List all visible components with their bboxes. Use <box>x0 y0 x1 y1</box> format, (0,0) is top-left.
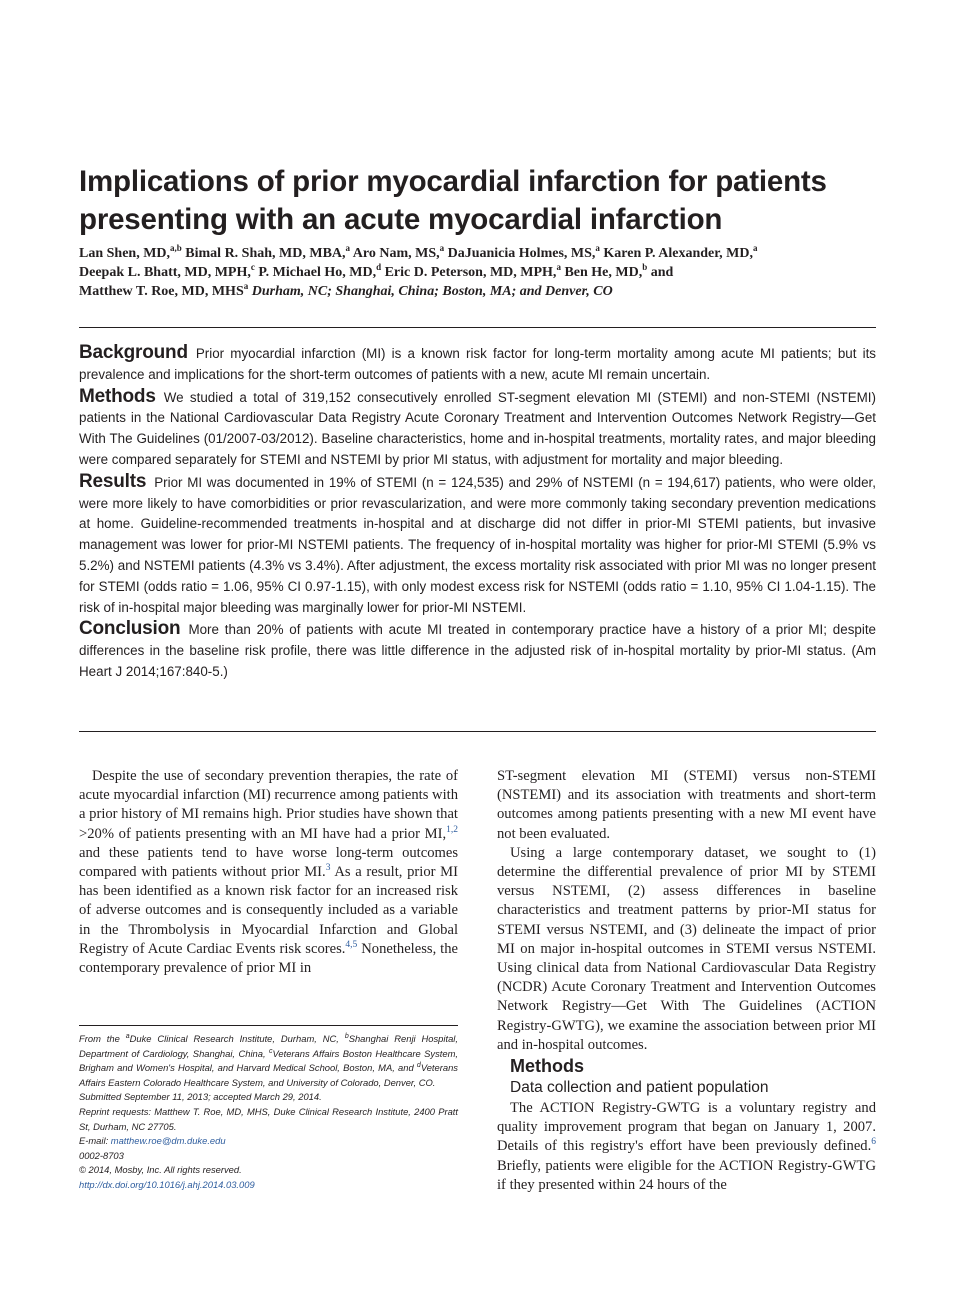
citation-link[interactable]: 4,5 <box>345 939 358 950</box>
text-run: Veterans Affairs Boston Healthcare System, Brigham and Women's Hospital, and Harvard Medical School, Boston, MA, and <box>79 1047 458 1074</box>
citation-link[interactable]: 1,2 <box>446 824 458 835</box>
affiliation-marker: b <box>344 1033 349 1040</box>
footnotes <box>79 1032 458 1193</box>
subsection-heading: Data collection and patient population <box>510 1079 769 1097</box>
text-run: From the <box>79 1033 126 1044</box>
affiliations-footnote <box>79 1032 458 1090</box>
footnote-rule <box>79 1025 458 1026</box>
body-right-column <box>497 767 876 1195</box>
intro-paragraph <box>79 767 458 978</box>
section-heading-methods: Methods <box>510 1056 584 1077</box>
article-title: Implications of prior myocardial infarction for patients presenting with an acute myocardial infarction <box>79 165 827 236</box>
issn: 0002-8703 <box>79 1149 124 1161</box>
paragraph: ST-segment elevation MI (STEMI) versus non-STEMI (NSTEMI) and its association with treatments and short-term outcomes among patients presenting with a new MI event have not been evaluated. <box>497 768 876 842</box>
results-text: Prior MI was documented in 19% of STEMI (n = 124,535) and 29% of NSTEMI (n = 194,617) patients, who were older, were more likely to have comorbidities or prior revascularization, and were more commonly taking secondary prevention medications at home. Guideline-recommended treatments in-hospital and at discharge did not differ in prior-MI STEMI patients, but invasive management was lower for prior-MI NSTEMI patients. The frequency of in-hospital mortality was higher for prior-MI STEMI (5.9% vs 5.2%) and NSTEMI patients (4.3% vs 3.4%). After adjustment, the excess mortality risk associated with prior MI was no longer present for STEMI (odds ratio = 1.06, 95% CI 0.97-1.15), with only modest excess risk for NSTEMI (odds ratio = 1.10, 95% CI 1.04-1.15). The risk of in-hospital major bleeding was marginally lower for prior-MI NSTEMI. <box>79 474 876 615</box>
author: Lan Shen, MD, <box>79 246 171 261</box>
citation-link[interactable]: 6 <box>871 1137 876 1148</box>
email-label: E-mail: <box>79 1135 111 1147</box>
author: P. Michael Ho, MD, <box>258 265 377 280</box>
submitted-date: Submitted September 11, 2013; accepted March 29, 2014. <box>79 1091 322 1103</box>
text-run: The ACTION Registry-GWTG is a voluntary registry and quality improvement program that began on January 1, 2007. Details of this registry's effort have been previously defined. <box>497 1100 876 1155</box>
author-list <box>79 244 879 301</box>
citation-link[interactable]: 3 <box>325 863 331 874</box>
affiliation-marker: a,b <box>170 243 182 253</box>
abstract-methods <box>79 387 876 471</box>
copyright: © 2014, Mosby, Inc. All rights reserved. <box>79 1164 242 1176</box>
author-line-2 <box>79 263 879 282</box>
text-run: Veterans Affairs Eastern Colorado Healthcare System, and University of Colorado, Denver, CO. <box>79 1062 458 1088</box>
author-locations: Durham, NC; Shanghai, China; Boston, MA; and Denver, CO <box>251 284 613 299</box>
affiliation-marker: c <box>250 262 255 272</box>
author: Ben He, MD, <box>564 265 643 280</box>
affiliation-marker: a <box>243 281 249 291</box>
affiliation-marker: b <box>642 262 648 272</box>
author: DaJuanicia Holmes, MS, <box>447 246 596 261</box>
author: Eric D. Peterson, MD, MPH, <box>384 265 557 280</box>
text-run: Nonetheless, the contemporary prevalence of prior MI in <box>79 940 458 977</box>
background-heading: Background <box>79 342 188 363</box>
affiliation-marker: d <box>376 262 382 272</box>
abstract-conclusion <box>79 619 876 682</box>
abstract-background <box>79 343 876 386</box>
conclusion-text: More than 20% of patients with acute MI treated in contemporary practice have a history of a prior MI; despite differences in the baseline risk profile, there was little difference in the adjusted risk of in-hospital mortality by prior-MI status. (Am Heart J 2014;167:840-5.) <box>79 622 876 679</box>
affiliation-marker: d <box>416 1062 421 1070</box>
text-run: Briefly, patients were eligible for the ACTION Registry-GWTG if they presented within 24 hours of the <box>497 1157 876 1193</box>
affiliation-marker: c <box>269 1047 273 1055</box>
doi-link[interactable]: http://dx.doi.org/10.1016/j.ahj.2014.03.009 <box>79 1178 255 1190</box>
abstract-results <box>79 472 876 619</box>
conclusion-heading: Conclusion <box>79 618 181 640</box>
affiliation-marker: a <box>595 243 600 253</box>
reprint-requests: Reprint requests: Matthew T. Roe, MD, MHS, Duke Clinical Research Institute, 2400 Pratt St, Durham, NC 27705. <box>79 1105 458 1132</box>
author: Karen P. Alexander, MD, <box>603 246 753 261</box>
email-line <box>79 1134 458 1149</box>
text-run: and these patients tend to have worse long-term outcomes compared with patients without prior MI. <box>79 844 458 881</box>
affiliation-marker: a <box>125 1033 130 1040</box>
text-run: As a result, prior MI has been identified as a known risk factor for an increased risk of adverse outcomes and is consequently included as a variable in the Thrombolysis in Myocardial Infarction and Global Registry of Acute Cardiac Events risk scores. <box>79 864 458 957</box>
body-left-column <box>79 767 458 978</box>
affiliation-marker: a <box>753 243 758 253</box>
abstract-top-rule <box>79 327 876 328</box>
author: Deepak L. Bhatt, MD, MPH, <box>79 265 251 280</box>
email-link[interactable]: matthew.roe@dm.duke.edu <box>110 1135 226 1147</box>
results-heading: Results <box>79 470 147 492</box>
paragraph: Using a large contemporary dataset, we sought to (1) determine the differential prevalence of prior MI by STEMI versus NSTEMI, (2) assess differences in baseline characteristics and treatment patterns by prior-MI status for STEMI versus NSTEMI, and (3) delineate the impact of prior MI on major in-hospital outcomes in STEMI versus NSTEMI. Using clinical data from National Cardiovascular Data Registry (NCDR) Acute Coronary Treatment and Intervention Outcomes Network Registry—Get With The Guidelines (ACTION Registry-GWTG), we examine the association between prior MI and in-hospital outcomes. <box>497 844 876 1053</box>
text-run: Duke Clinical Research Institute, Durham, NC, <box>129 1033 345 1044</box>
affiliation-marker: a <box>439 243 445 253</box>
author-conjunction: and <box>650 265 674 280</box>
affiliation-marker: a <box>556 262 561 272</box>
paragraph <box>497 1099 876 1195</box>
abstract <box>79 343 876 684</box>
author: Aro Nam, MS, <box>352 246 440 261</box>
abstract-bottom-rule <box>79 731 876 732</box>
text-run: Despite the use of secondary prevention therapies, the rate of acute myocardial infarction (MI) recurrence among patients with a prior history of MI remains high. Prior studies have shown that >20% of patients presenting with an MI have had a prior MI, <box>79 768 458 842</box>
affiliation-marker: a <box>345 243 351 253</box>
author-line-1 <box>79 244 879 263</box>
methods-heading: Methods <box>79 385 156 407</box>
background-text: Prior myocardial infarction (MI) is a known risk factor for long-term mortality among acute MI patients; but its prevalence and implications for the short-term outcomes of patients with a new, acute MI remain uncertain. <box>79 346 876 382</box>
methods-text: We studied a total of 319,152 consecutively enrolled ST-segment elevation MI (STEMI) and non-STEMI (NSTEMI) patients in the National Cardiovascular Data Registry Acute Coronary Treatment and Intervention Outcomes Network Registry—Get With The Guidelines (01/2007-03/2012). Baseline characteristics, home and in-hospital treatments, mortality rates, and major bleeding were compared separately for STEMI and NSTEMI by prior MI status, with adjustment for mortality and major bleeding. <box>79 389 876 467</box>
text-run: Shanghai Renji Hospital, Department of Cardiology, Shanghai, China, <box>79 1033 458 1059</box>
author: Matthew T. Roe, MD, MHS <box>79 284 244 299</box>
author: Bimal R. Shah, MD, MBA, <box>185 246 346 261</box>
author-line-3 <box>79 282 879 301</box>
